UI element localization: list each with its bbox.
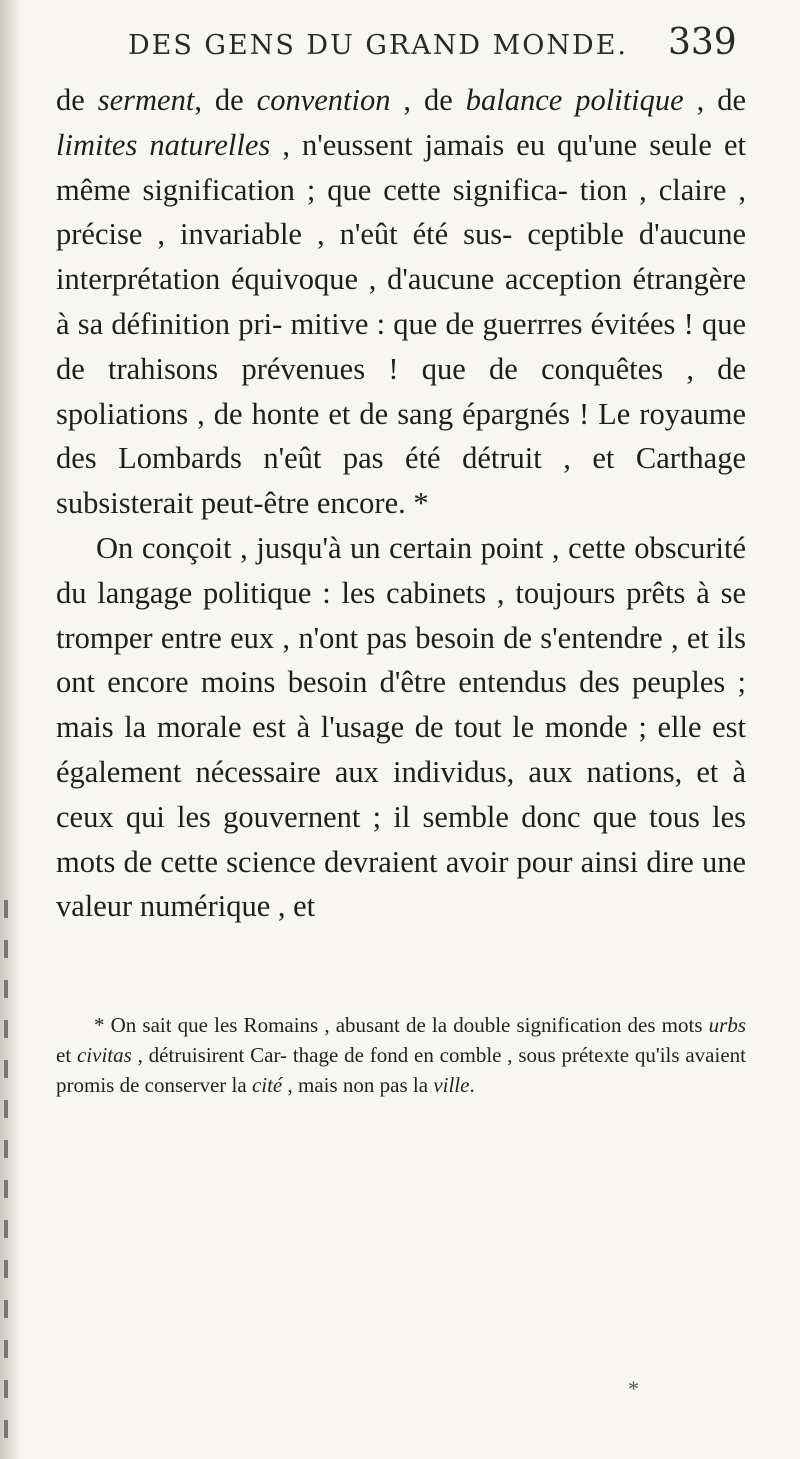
body-text: [56, 78, 746, 929]
term-convention: convention: [256, 83, 391, 117]
footnote-term-civitas: civitas: [76, 1043, 132, 1067]
footnote: [56, 1010, 746, 1100]
page-number: 339: [668, 22, 737, 63]
p1-text-3: , de: [390, 83, 466, 117]
p1-text-1: de: [56, 83, 98, 117]
p1-text-4: , de: [683, 83, 747, 117]
stray-mark: *: [628, 1376, 639, 1401]
term-balance-politique: balance politique: [465, 83, 684, 117]
footnote-term-urbs: urbs: [708, 1013, 746, 1037]
term-serment: serment: [97, 83, 195, 117]
footnote-text-3: , détruisirent Car- thage de fond en comble , sous prétexte qu'ils avaient promis de conserver la: [56, 1043, 746, 1097]
footnote-text-4: , mais non pas la: [282, 1073, 434, 1097]
footnote-term-ville: ville: [433, 1073, 470, 1097]
term-limites-naturelles: limites naturelles: [56, 127, 271, 162]
paragraph-2: On conçoit , jusqu'à un certain point , cette obscurité du langage politique : les cabinets , toujours prêts à se tromper entre eux , n'ont pas besoin de s'entendre , et ils ont encore moins besoin d'être entendus des peuples ; mais la morale est à l'usage de tout le monde ; elle est également nécessaire aux individus, aux nations, et à ceux qui les gouvernent ; il semble donc que tous les mots de cette science devraient avoir pour ainsi dire une valeur numérique , et: [56, 530, 746, 924]
p1-text-5: , n'eussent jamais eu qu'une seule et même signification ; que cette significa- tion , claire , précise , invariable , n'eût été sus- ceptible d'aucune interprétation équivoque , d'aucune acception étrangère à sa définition pri- mitive : que de guerrres évitées ! que de trahisons prévenues ! que de conquêtes , de spoliations , de honte et de sang épargnés ! Le royaume des Lombards n'eût pas été détruit , et Carthage subsisterait peut-être encore. *: [56, 127, 746, 521]
footnote-term-cite: cité: [251, 1073, 283, 1097]
p1-text-2: , de: [194, 83, 257, 117]
paragraph-1: [56, 78, 746, 526]
footnote-text-1: * On sait que les Romains , abusant de la double signification des mots: [94, 1013, 709, 1037]
footnote-text-2: et: [56, 1043, 77, 1067]
footnote-text-5: .: [469, 1073, 475, 1097]
running-head: DES GENS DU GRAND MONDE.: [128, 30, 628, 61]
binding-marks: [4, 900, 8, 1440]
